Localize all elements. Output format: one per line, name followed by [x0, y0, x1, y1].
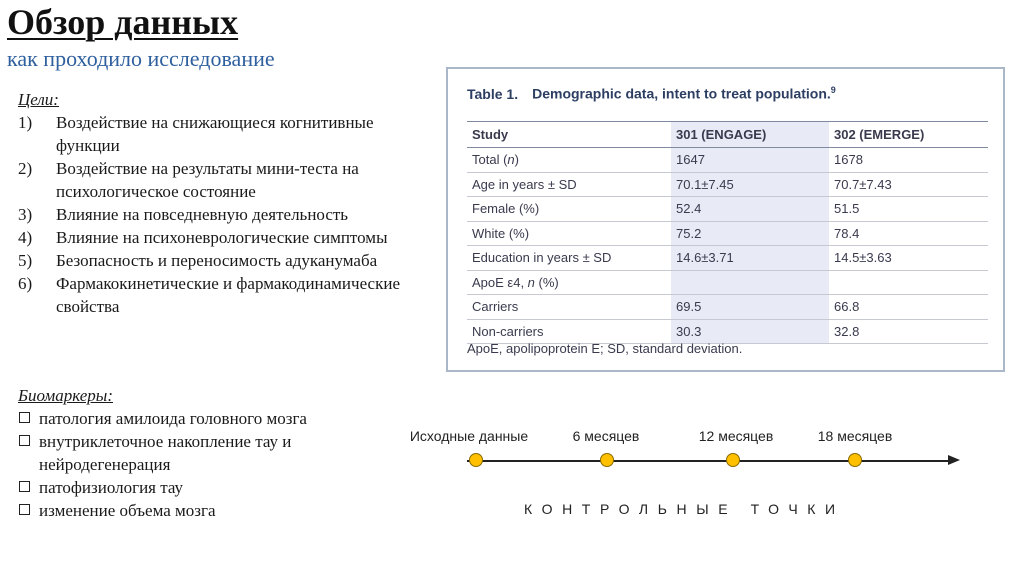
- cell-emerge: 70.7±7.43: [829, 172, 988, 197]
- list-item: [18, 157, 433, 203]
- row-label: ApoE ε4, n (%): [467, 270, 671, 295]
- list-item: [18, 430, 398, 476]
- row-label: Carriers: [467, 295, 671, 320]
- cell-emerge: [829, 270, 988, 295]
- cell-emerge: 14.5±3.63: [829, 246, 988, 271]
- list-item-number: 3): [18, 205, 33, 224]
- table-row: [467, 172, 988, 197]
- list-item-text: Воздействие на результаты мини-теста на психологическое состояние: [56, 159, 359, 201]
- list-item: [18, 226, 433, 249]
- list-item: [18, 272, 433, 318]
- table-title: Demographic data, intent to treat population.: [532, 85, 831, 102]
- timeline-dot-18-months: [848, 453, 862, 467]
- cell-emerge: 78.4: [829, 221, 988, 246]
- list-item-text: Влияние на повседневную деятельность: [56, 205, 349, 224]
- row-label: White (%): [467, 221, 671, 246]
- cell-emerge: 1678: [829, 148, 988, 173]
- page-subtitle: как проходило исследование: [7, 46, 275, 71]
- biomarkers-list: [18, 407, 398, 522]
- list-item-text: патофизиология тау: [39, 478, 184, 497]
- goals-list: [18, 111, 433, 318]
- timeline-dot-12-months: [726, 453, 740, 467]
- cell-emerge: 32.8: [829, 319, 988, 344]
- list-item-text: Фармакокинетические и фармакодинамические свойства: [56, 274, 401, 316]
- goals-heading: Цели:: [18, 90, 59, 109]
- demographic-table-card: [446, 67, 1005, 372]
- cell-engage: 70.1±7.45: [671, 172, 829, 197]
- timeline-axis: [467, 460, 951, 462]
- list-item: [18, 499, 398, 522]
- table-row: [467, 148, 988, 173]
- checkbox-square-icon: [19, 504, 30, 515]
- biomarkers-heading: Биомаркеры:: [18, 386, 113, 405]
- timeline-caption: КОНТРОЛЬНЫЕ ТОЧКИ: [524, 501, 845, 517]
- table-caption: [467, 85, 836, 102]
- row-label: Total (n): [467, 148, 671, 173]
- biomarkers-section: [18, 384, 398, 522]
- goals-section: [18, 88, 433, 318]
- list-item-text: внутриклеточное накопление тау и нейродегенерация: [39, 432, 292, 474]
- timeline-label-12-months: 12 месяцев: [698, 428, 774, 444]
- timeline-dot-baseline: [469, 453, 483, 467]
- table-row: [467, 246, 988, 271]
- list-item-number: 5): [18, 251, 33, 270]
- list-item-text: патология амилоида головного мозга: [39, 409, 307, 428]
- list-item: [18, 476, 398, 499]
- table-row: [467, 270, 988, 295]
- page-title: Обзор данных: [7, 2, 239, 42]
- cell-engage: 30.3: [671, 319, 829, 344]
- list-item-number: 2): [18, 159, 33, 178]
- table-row: [467, 197, 988, 222]
- row-label: Age in years ± SD: [467, 172, 671, 197]
- table-reference: 9: [830, 85, 836, 95]
- header-engage: 301 (ENGAGE): [671, 122, 829, 148]
- table-row: [467, 295, 988, 320]
- cell-emerge: 51.5: [829, 197, 988, 222]
- table-footnote: ApoE, apolipoprotein E; SD, standard deviation.: [467, 341, 743, 356]
- timeline-label-6-months: 6 месяцев: [572, 428, 640, 444]
- list-item: [18, 249, 433, 272]
- table-row: [467, 319, 988, 344]
- cell-engage: 75.2: [671, 221, 829, 246]
- cell-engage: 14.6±3.71: [671, 246, 829, 271]
- checkbox-square-icon: [19, 481, 30, 492]
- cell-engage: 69.5: [671, 295, 829, 320]
- header-study: Study: [467, 122, 671, 148]
- cell-engage: [671, 270, 829, 295]
- list-item-number: 4): [18, 228, 33, 247]
- list-item: [18, 203, 433, 226]
- list-item-text: изменение объема мозга: [39, 501, 216, 520]
- table-row: [467, 221, 988, 246]
- timeline-label-18-months: 18 месяцев: [817, 428, 893, 444]
- list-item-number: 1): [18, 113, 33, 132]
- timeline-dot-6-months: [600, 453, 614, 467]
- list-item-number: 6): [18, 274, 33, 293]
- checkbox-square-icon: [19, 435, 30, 446]
- cell-engage: 1647: [671, 148, 829, 173]
- list-item: [18, 111, 433, 157]
- demographic-table: [467, 121, 988, 344]
- table-number: Table 1.: [467, 85, 519, 102]
- row-label: Female (%): [467, 197, 671, 222]
- list-item-text: Воздействие на снижающиеся когнитивные функции: [56, 113, 374, 155]
- list-item-text: Безопасность и переносимость адуканумаба: [56, 251, 378, 270]
- checkbox-square-icon: [19, 412, 30, 423]
- list-item: [18, 407, 398, 430]
- row-label: Non-carriers: [467, 319, 671, 344]
- cell-emerge: 66.8: [829, 295, 988, 320]
- timeline-label-baseline: Исходные данные: [409, 428, 529, 444]
- table-header-row: [467, 122, 988, 148]
- arrow-right-icon: [948, 455, 960, 465]
- row-label: Education in years ± SD: [467, 246, 671, 271]
- header-emerge: 302 (EMERGE): [829, 122, 988, 148]
- list-item-text: Влияние на психоневрологические симптомы: [56, 228, 388, 247]
- cell-engage: 52.4: [671, 197, 829, 222]
